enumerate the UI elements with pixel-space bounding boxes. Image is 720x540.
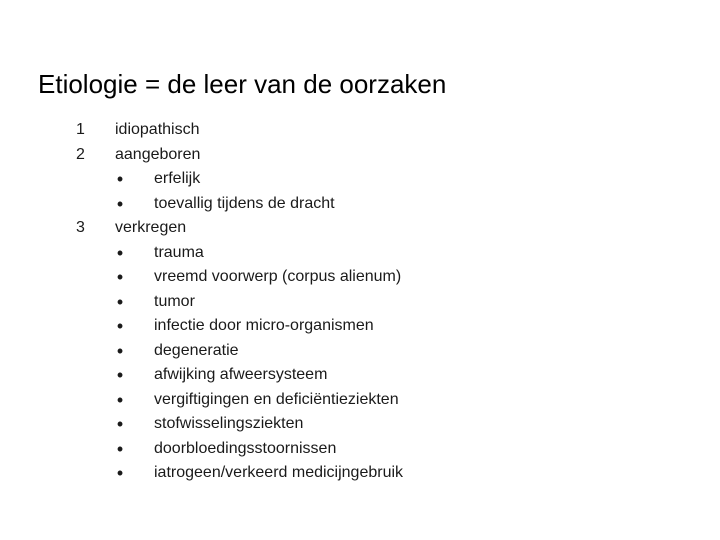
bullet-icon: • [116,291,124,312]
sub-item [0,461,720,486]
slide-title: Etiologie = de leer van de oorzaken [38,69,447,99]
bullet-icon: • [116,414,124,434]
sub-item-label: toevallig tijdens de dracht [154,194,335,212]
bullet-icon: • [116,463,124,483]
sub-item-label: infectie door micro-organismen [154,317,374,334]
list-item-idiopathic [0,118,720,143]
bullet-icon: • [116,169,124,189]
sub-item [0,314,720,339]
bullet-icon: • [116,438,124,459]
list-item-acquired [0,216,720,241]
sub-item-label: vreemd voorwerp (corpus alienum) [154,268,402,285]
sub-item [0,339,720,364]
item-number: 3 [76,219,85,236]
sub-item-label: tumor [154,292,195,310]
bullet-icon: • [116,193,124,214]
sub-item [0,437,720,462]
sub-item-label: trauma [154,243,204,261]
sub-item [0,241,720,266]
sub-item-label: degeneratie [154,341,239,359]
sub-item [0,388,720,413]
item-number: 2 [76,145,85,163]
bullet-icon: • [116,242,124,263]
sub-item [0,167,720,192]
bullet-icon: • [116,389,124,410]
sub-item [0,412,720,437]
sub-item [0,192,720,217]
sub-item [0,290,720,315]
bullet-icon: • [116,267,124,287]
sub-item [0,265,720,290]
sub-item-label: vergiftigingen en deficiëntieziekten [154,390,399,408]
item-number: 1 [76,121,85,138]
sub-item-label: erfelijk [154,170,201,187]
sub-item-label: afwijking afweersysteem [154,366,328,383]
list-item-congenital [0,143,720,168]
sub-item-label: iatrogeen/verkeerd medicijngebruik [154,464,404,481]
sub-item-label: stofwisselingsziekten [154,415,304,432]
bullet-icon: • [116,340,124,361]
sub-item [0,363,720,388]
item-label: idiopathisch [115,121,200,138]
bullet-icon: • [116,365,124,385]
item-label: verkregen [115,219,187,236]
item-label: aangeboren [115,145,201,163]
sub-item-label: doorbloedingsstoornissen [154,439,337,457]
bullet-icon: • [116,316,124,336]
